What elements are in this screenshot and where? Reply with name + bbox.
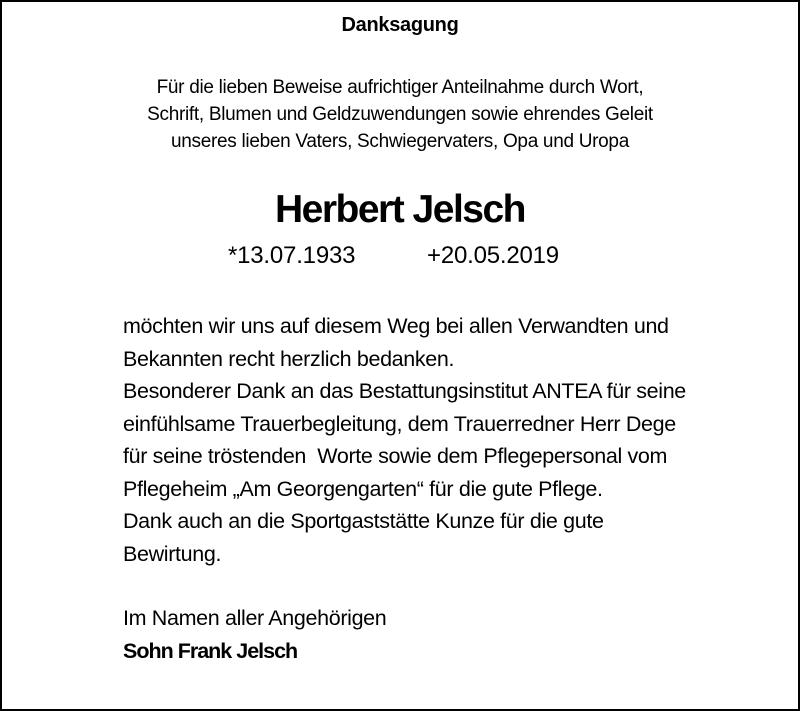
deceased-name: Herbert Jelsch [275,188,525,231]
signature: Sohn Frank Jelsch [123,639,298,663]
body-line: Pflegeheim „Am Georgengarten“ für die gute Pflege. [123,476,603,501]
body-line: Besonderer Dank an das Bestattungsinstitut ANTEA für seine [123,379,686,403]
intro-text [0,74,800,155]
intro-line: Schrift, Blumen und Geldzuwendungen sowie ehrendes Geleit [147,104,653,125]
notice-heading: Danksagung [341,14,459,36]
body-line: Bekannten recht herzlich bedanken. [123,346,455,371]
intro-line: unseres lieben Vaters, Schwiegervaters, Opa und Uropa [171,131,629,152]
body-line: möchten wir uns auf diesem Weg bei allen Verwandten und [123,314,669,338]
death-date: +20.05.2019 [427,242,559,269]
closing-line: Im Namen aller Angehörigen [123,606,387,630]
thanks-body [123,310,686,570]
body-line: Bewirtung. [123,541,222,566]
intro-line: Für die lieben Beweise aufrichtiger Anteilnahme durch Wort, [156,77,644,98]
birth-date: *13.07.1933 [228,242,356,269]
body-line: einfühlsame Trauerbegleitung, dem Trauerredner Herr Dege [123,411,676,436]
body-line: für seine tröstenden Worte sowie dem Pflegepersonal vom [123,444,668,468]
closing-block [123,602,386,668]
body-line: Dank auch an die Sportgaststätte Kunze für die gute [123,509,604,533]
